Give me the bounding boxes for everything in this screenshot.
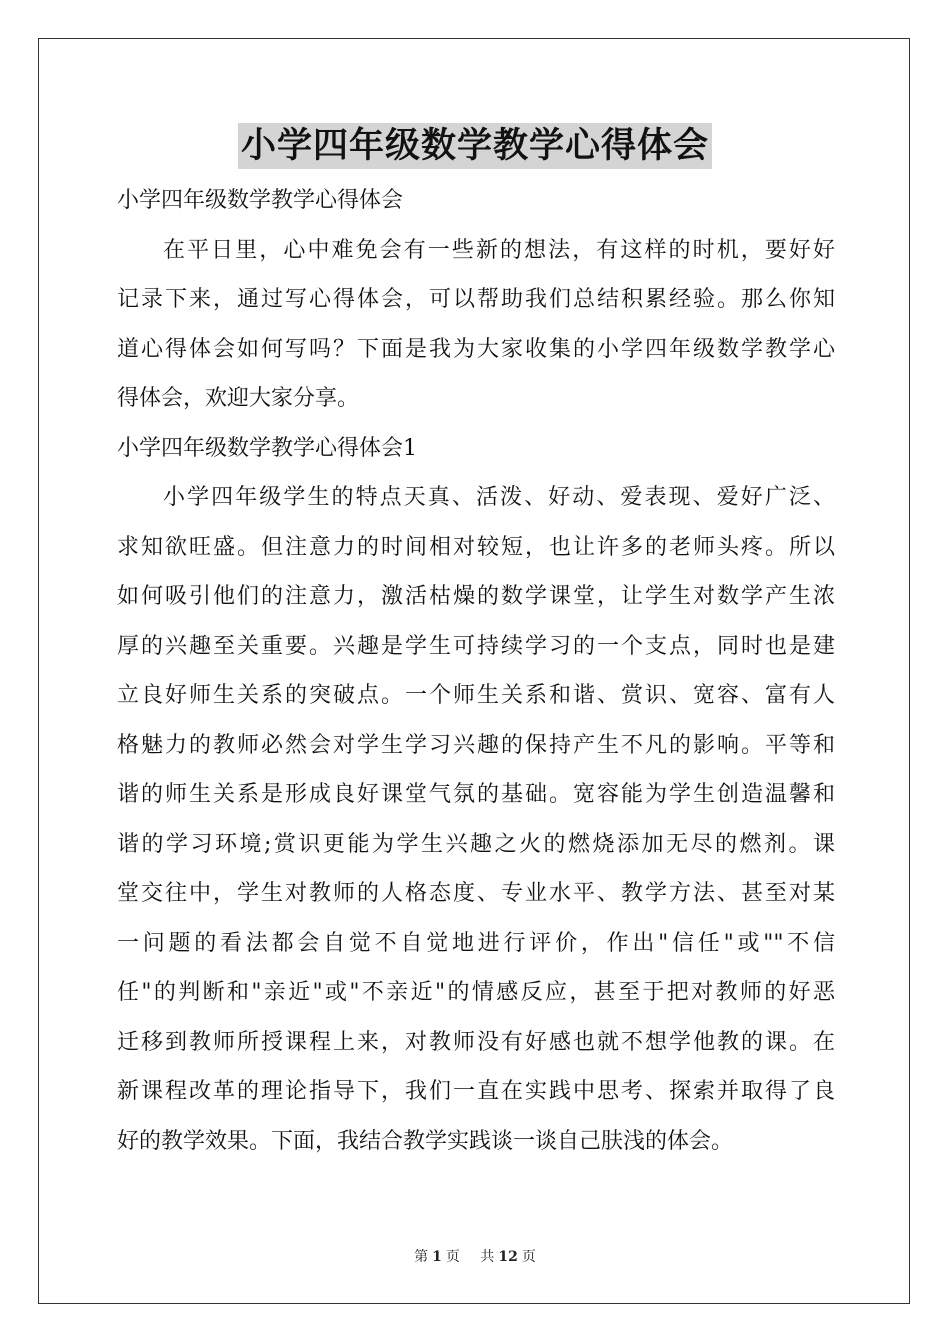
body-line: 小学四年级学生的特点天真、活泼、好动、爱表现、爱好广泛、 <box>163 485 835 510</box>
body-line: 迁移到教师所授课程上来，对教师没有好感也就不想学他教的课。在 <box>117 1029 835 1055</box>
body-line: 如何吸引他们的注意力，激活枯燥的数学课堂，让学生对数学产生浓 <box>117 584 835 609</box>
body-line: 厚的兴趣至关重要。兴趣是学生可持续学习的一个支点，同时也是建 <box>117 633 835 659</box>
intro-line: 记录下来，通过写心得体会，可以帮助我们总结积累经验。那么你知 <box>117 287 835 312</box>
page-number: 1 <box>432 1249 442 1265</box>
section-heading: 小学四年级数学教学心得体会1 <box>117 435 417 461</box>
page-indicator: 第 1 页 <box>414 1249 460 1265</box>
total-pages: 12 <box>498 1249 518 1265</box>
document-body <box>117 176 835 1166</box>
intro-line: 在平日里，心中难免会有一些新的想法，有这样的时机，要好好 <box>163 237 835 263</box>
document-title: 小学四年级数学教学心得体会 <box>238 123 712 169</box>
document-subtitle: 小学四年级数学教学心得体会 <box>117 188 404 213</box>
page-footer <box>0 1246 950 1266</box>
body-line: 新课程改革的理论指导下，我们一直在实践中思考、探索并取得了良 <box>117 1079 835 1104</box>
intro-line: 道心得体会如何写吗？下面是我为大家收集的小学四年级数学教学心 <box>117 336 835 362</box>
body-line: 谐的学习环境;赏识更能为学生兴趣之火的燃烧添加无尽的燃剂。课 <box>117 831 835 857</box>
intro-line: 得体会，欢迎大家分享。 <box>117 386 360 411</box>
body-line: 任"的判断和"亲近"或"不亲近"的情感反应，甚至于把对教师的好恶 <box>117 980 835 1005</box>
body-line: 好的教学效果。下面，我结合教学实践谈一谈自己肤浅的体会。 <box>117 1128 734 1154</box>
body-line: 格魅力的教师必然会对学生学习兴趣的保持产生不凡的影响。平等和 <box>117 732 835 758</box>
total-pages-indicator: 共 12 页 <box>480 1249 536 1265</box>
body-line: 求知欲旺盛。但注意力的时间相对较短，也让许多的老师头疼。所以 <box>117 534 835 560</box>
title-container <box>0 123 950 169</box>
body-line: 立良好师生关系的突破点。一个师生关系和谐、赏识、宽容、富有人 <box>117 683 835 708</box>
body-line: 堂交往中，学生对教师的人格态度、专业水平、教学方法、甚至对某 <box>117 881 835 906</box>
body-line: 一问题的看法都会自觉不自觉地进行评价，作出"信任"或""不信 <box>117 930 835 956</box>
body-line: 谐的师生关系是形成良好课堂气氛的基础。宽容能为学生创造温馨和 <box>117 782 835 807</box>
